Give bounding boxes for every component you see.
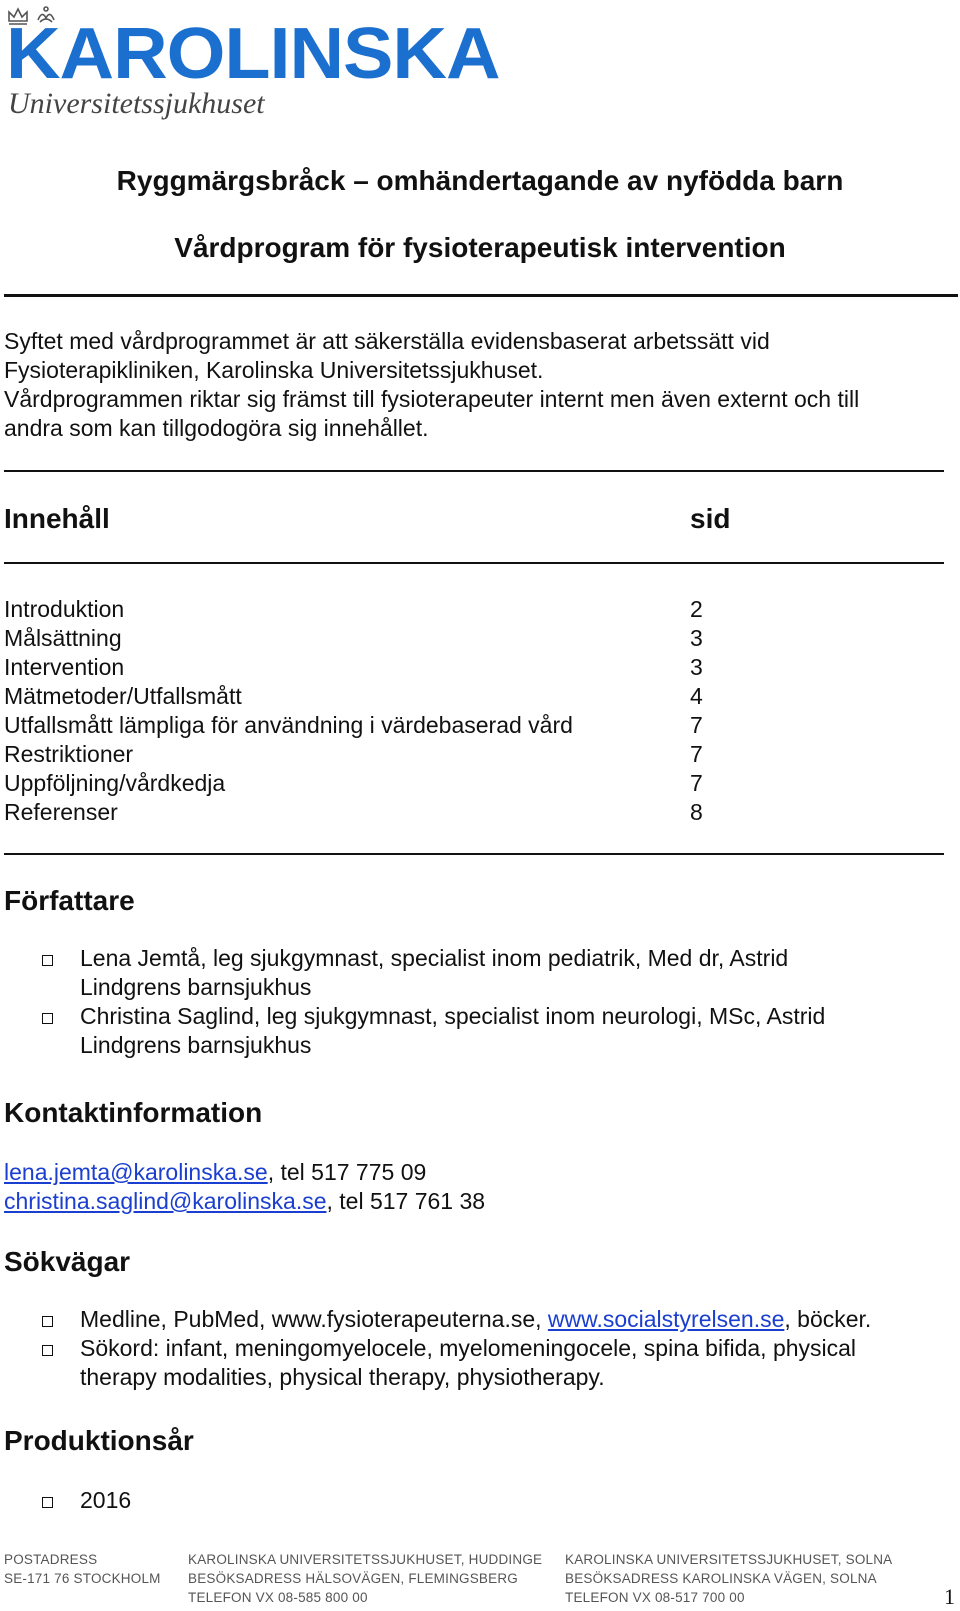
toc-page-heading: sid [690,503,731,534]
divider-toc-head [4,562,944,564]
toc-item-page: 7 [690,712,703,738]
toc-item [4,682,944,711]
search-keywords-item [4,1334,954,1392]
author-line: Lindgrens barnsjukhus [80,974,312,1000]
toc-item-label: Uppföljning/vårdkedja [4,770,226,796]
footer-line: KAROLINSKA UNIVERSITETSSJUKHUSET, HUDDINGE [188,1552,543,1567]
toc-item [4,769,944,798]
divider-top [4,294,958,297]
toc-item-page: 7 [690,741,703,767]
toc-item [4,711,944,740]
karolinska-logo [6,4,506,120]
footer-line: TELEFON VX 08-517 700 00 [565,1590,745,1605]
search-heading: Sökvägar [4,1246,131,1277]
toc-item [4,740,944,769]
footer-line: BESÖKSADRESS HÄLSOVÄGEN, FLEMINGSBERG [188,1571,518,1586]
footer-line: TELEFON VX 08-585 800 00 [188,1590,368,1605]
author-line: Lindgrens barnsjukhus [80,1032,312,1058]
search-list [4,1305,954,1392]
toc-item-label: Intervention [4,654,125,680]
toc-item-page: 8 [690,799,703,825]
toc-item-page: 3 [690,625,703,651]
intro-paragraph [4,327,954,443]
toc-item [4,653,944,682]
keywords-line: Sökord: infant, meningomyelocele, myelomeningocele, spina bifida, physical [80,1335,857,1361]
email-link[interactable]: lena.jemta@karolinska.se [4,1159,268,1185]
divider-toc-bottom [4,853,944,855]
contact-item [4,1158,485,1187]
toc-item [4,624,944,653]
email-link[interactable]: christina.saglind@karolinska.se [4,1188,327,1214]
toc-item-label: Introduktion [4,596,125,622]
keywords-line: therapy modalities, physical therapy, physiotherapy. [80,1364,605,1390]
contact-item [4,1187,485,1216]
contact-phone: , tel 517 761 38 [326,1188,486,1214]
checkbox-bullet-icon [42,955,53,966]
footer-postal [4,1550,161,1588]
contact-list [4,1158,485,1216]
contact-phone: , tel 517 775 09 [267,1159,427,1185]
toc-item [4,798,944,827]
production-list [4,1486,954,1515]
search-sources-suffix: , böcker. [784,1306,872,1332]
toc-item [4,595,944,624]
toc-heading: Innehåll [4,503,110,534]
toc-item-label: Utfallsmått lämpliga för användning i värdebaserad vård [4,712,573,738]
logo-subtitle: Universitetssjukhuset [8,87,265,120]
divider-toc-top [4,470,944,472]
author-item [4,1002,954,1060]
footer-line: BESÖKSADRESS KAROLINSKA VÄGEN, SOLNA [565,1571,877,1586]
intro-line: Vårdprogrammen riktar sig främst till fysioterapeuter internt men även externt och till [4,386,860,412]
authors-list [4,944,954,1060]
toc-item-label: Målsättning [4,625,122,651]
production-heading: Produktionsår [4,1425,194,1456]
document-subtitle: Vårdprogram för fysioterapeutisk intervention [174,232,786,263]
production-year: 2016 [80,1487,132,1513]
toc-item-label: Mätmetoder/Utfallsmått [4,683,242,709]
logo-wordmark: KAROLINSKA [6,14,500,94]
checkbox-bullet-icon [42,1013,53,1024]
intro-line: andra som kan tillgodogöra sig innehållet. [4,415,429,441]
author-line: Christina Saglind, leg sjukgymnast, specialist inom neurologi, MSc, Astrid [80,1003,826,1029]
toc-header [4,502,944,536]
toc-item-page: 4 [690,683,703,709]
document-title: Ryggmärgsbråck – omhändertagande av nyfödda barn [116,165,844,196]
author-item [4,944,954,1002]
authors-heading: Författare [4,885,135,916]
toc-item-label: Restriktioner [4,741,134,767]
toc-list [4,595,944,827]
toc-item-page: 2 [690,596,703,622]
toc-item-page: 7 [690,770,703,796]
footer-line: POSTADRESS [4,1552,98,1567]
production-year-item [4,1486,954,1515]
intro-line: Fysioterapikliniken, Karolinska Universitetssjukhuset. [4,357,544,383]
checkbox-bullet-icon [42,1497,53,1508]
toc-item-label: Referenser [4,799,118,825]
toc-item-page: 3 [690,654,703,680]
contact-heading: Kontaktinformation [4,1097,263,1128]
intro-line: Syftet med vårdprogrammet är att säkerställa evidensbaserat arbetssätt vid [4,328,770,354]
search-sources-text: Medline, PubMed, www.fysioterapeuterna.se, [80,1306,548,1332]
search-sources-item [4,1305,954,1334]
footer-solna [565,1550,892,1607]
footer-line: SE-171 76 STOCKHOLM [4,1571,161,1586]
author-line: Lena Jemtå, leg sjukgymnast, specialist inom pediatrik, Med dr, Astrid [80,945,789,971]
checkbox-bullet-icon [42,1345,53,1356]
page-number: 1 [944,1584,955,1609]
footer-huddinge [188,1550,542,1607]
checkbox-bullet-icon [42,1316,53,1327]
footer-line: KAROLINSKA UNIVERSITETSSJUKHUSET, SOLNA [565,1552,893,1567]
socialstyrelsen-link[interactable]: www.socialstyrelsen.se [547,1306,785,1332]
